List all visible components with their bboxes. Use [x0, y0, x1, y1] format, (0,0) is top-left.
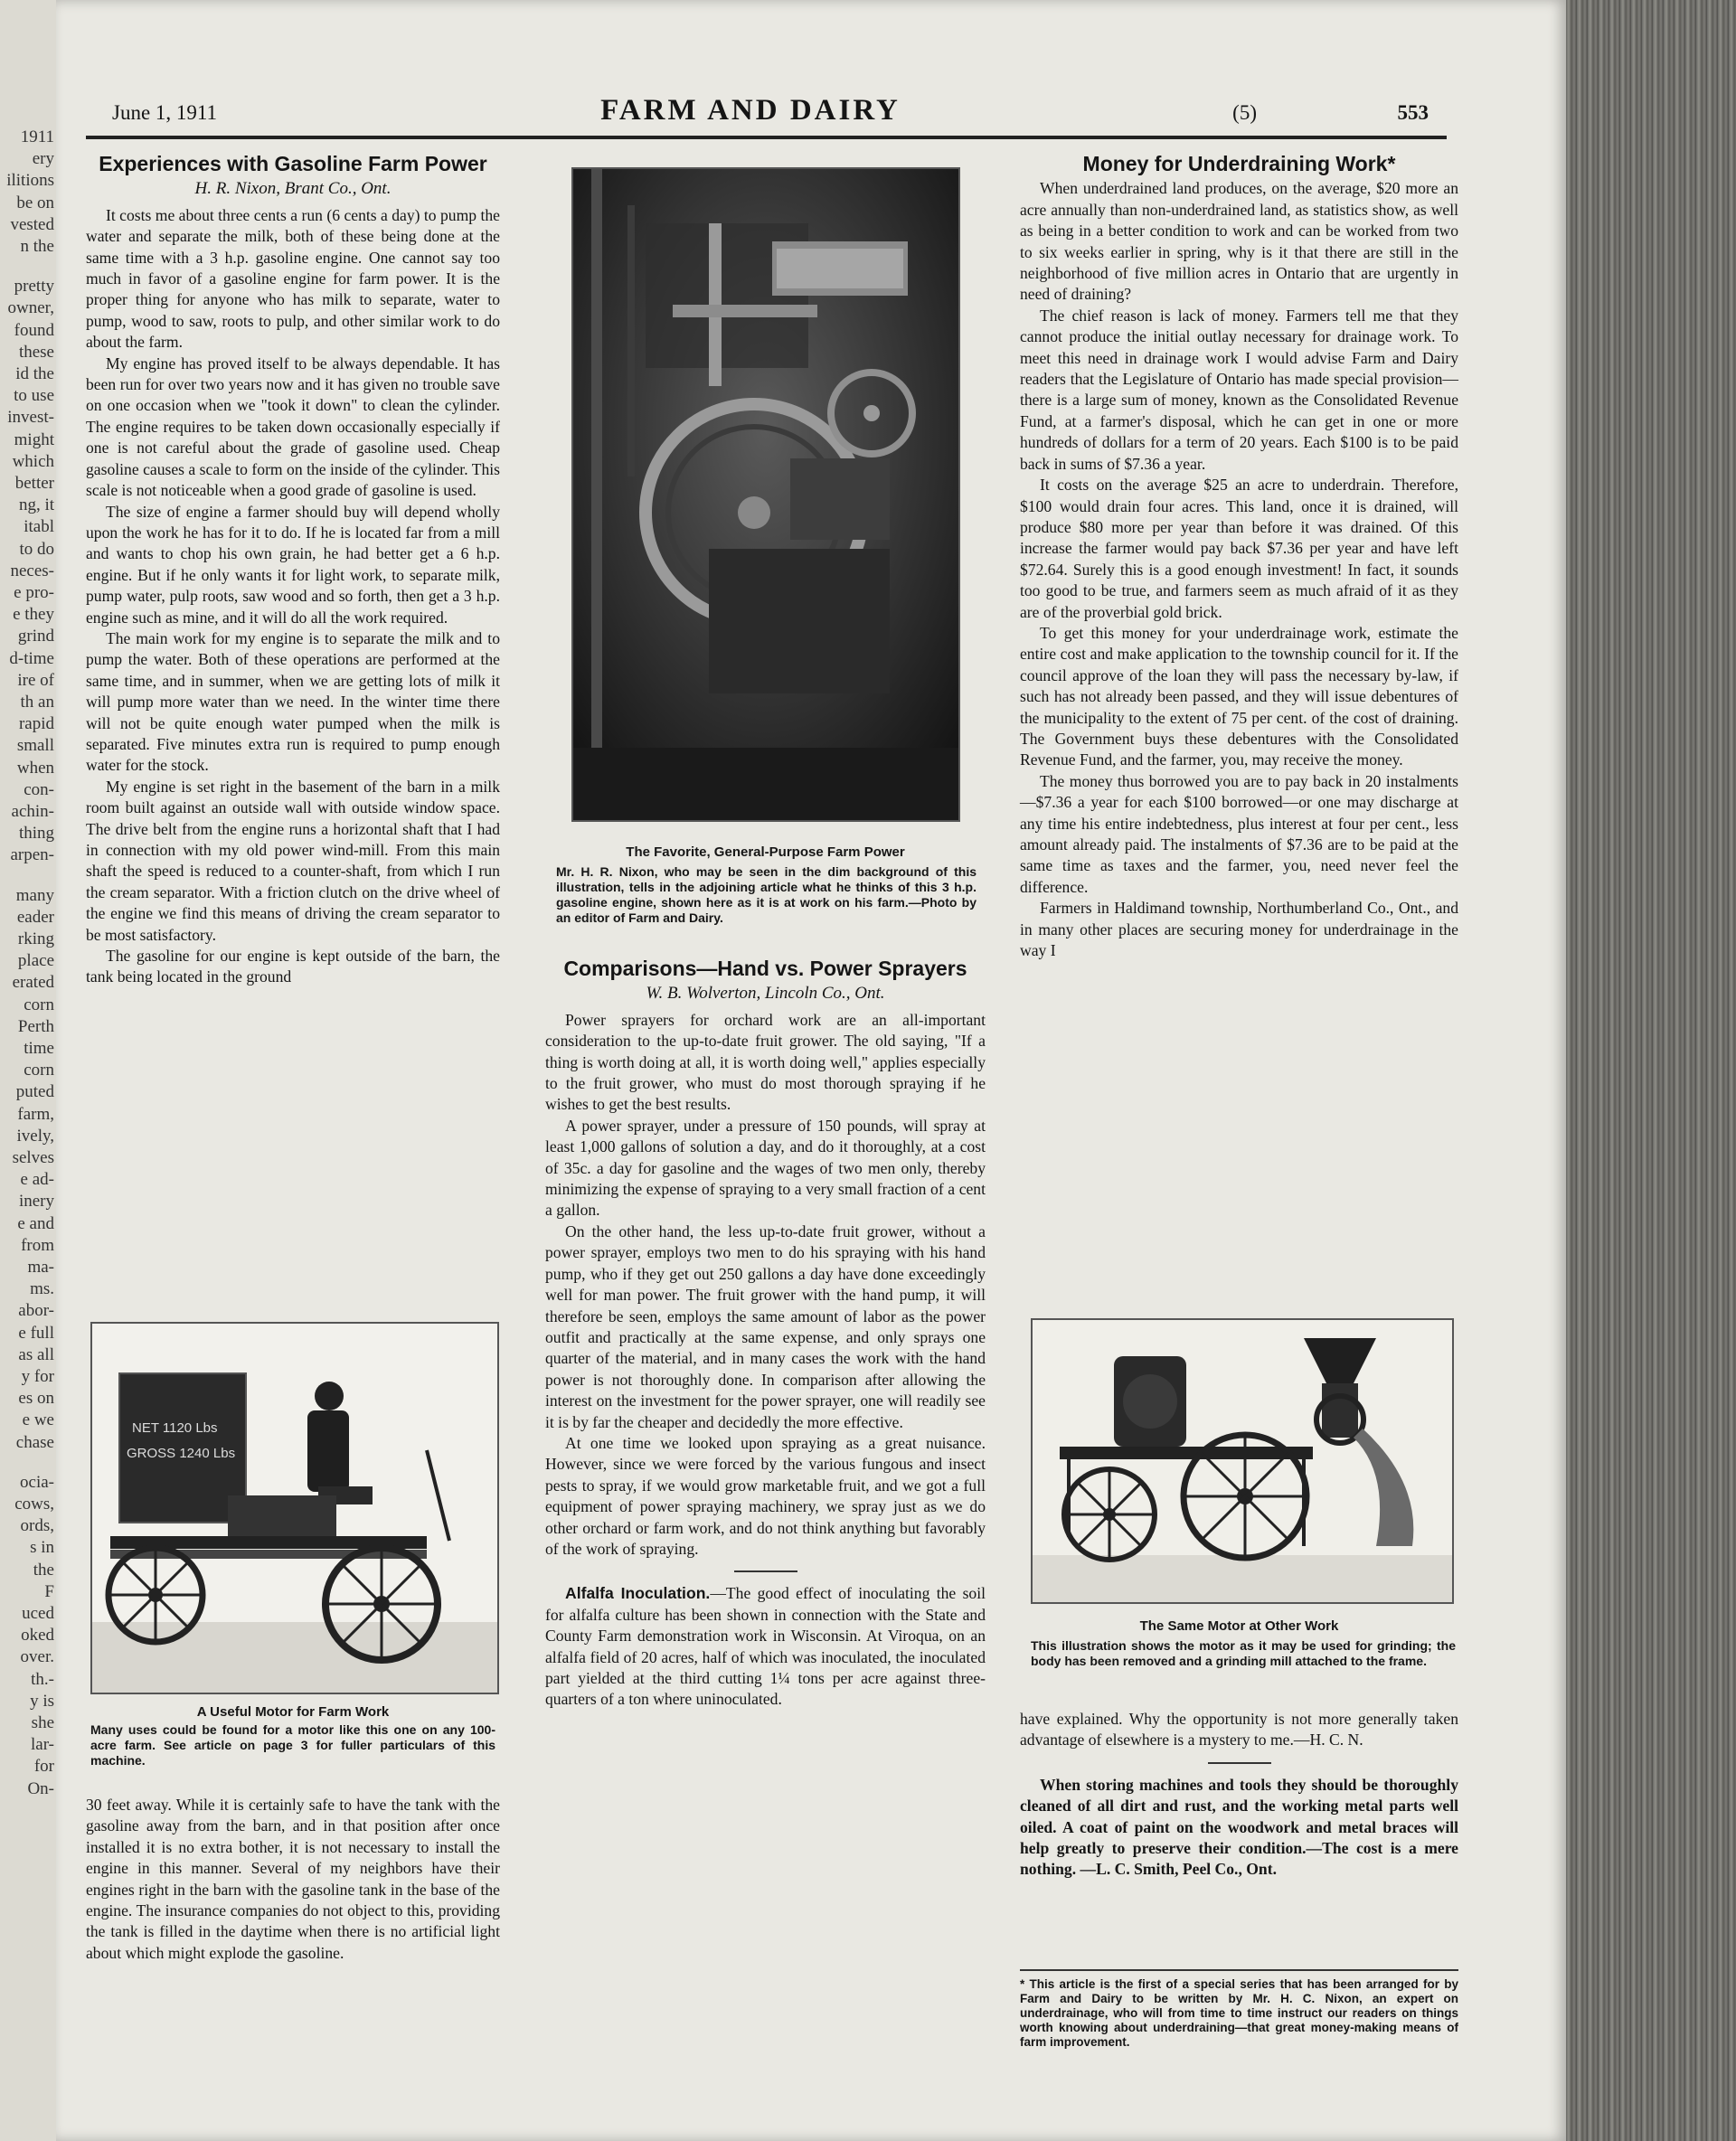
figure-title: A Useful Motor for Farm Work — [196, 1704, 390, 1720]
previous-page-fragment: id the — [15, 364, 54, 383]
previous-page-fragment: pretty — [14, 277, 54, 297]
previous-page-fragment: selves — [12, 1148, 54, 1167]
article-title: Experiences with Gasoline Farm Power — [99, 152, 487, 175]
previous-page-fragment: itabl — [24, 517, 54, 537]
previous-page-fragment: ms. — [30, 1279, 54, 1299]
previous-page-fragment: 1911 — [20, 127, 54, 146]
book-spine — [1566, 0, 1736, 2141]
article-gasoline-power — [86, 154, 500, 988]
header-rule — [86, 136, 1447, 139]
section-number: (5) — [1232, 101, 1257, 124]
previous-page-fragment: lar- — [31, 1735, 54, 1755]
paragraph: The size of engine a farmer should buy will depend wholly upon the work he has for it to do. If he is located far from a mill and wants to chop his own grain, he had better get a 6 h.p. engine. But if he only wants it for light work, to separate milk, pump water, pulp roots, saw wood and so forth, then get a 3 h.p. engine such as mine, and it will do all the work required. — [86, 502, 500, 627]
previous-page-fragment: farm, — [17, 1104, 54, 1124]
paragraph: Power sprayers for orchard work are an all-important consideration to the up-to-date fruit grower. The old saying, "If a thing is worth doing at all, it is worth doing well," applies especially to the fruit grower, who must do most thorough spraying if he wishes to get the best results. — [545, 1010, 986, 1114]
previous-page-fragment: for — [33, 1757, 54, 1777]
previous-page-fragment: con- — [24, 779, 54, 799]
note-lead: Alfalfa Inoculation. — [565, 1584, 711, 1603]
paragraph: A power sprayer, under a pressure of 150 pounds, will spray at least 1,000 gallons of solution a day, and do it thoroughly, at a cost of 35c. a day for gasoline and the wages of two men only, thereby minimizing the expense of spraying to a very small fraction of a cent a gallon. — [545, 1116, 986, 1220]
paragraph: The chief reason is lack of money. Farmers tell me that they cannot produce the initial outlay necessary for drainage work. To meet this need in drainage work I would advise Farm and Dairy readers that the Legislature of Ontario has made special provision—there is a large sum of money, known as the Consolidated Revenue Fund, at a farmer's disposal, which he can get in one or more hundreds of dollars for a term of 20 years. Each $100 is to be paid back in sums of $7.36 a year. — [1020, 306, 1458, 473]
previous-page-fragment: d-time — [9, 648, 54, 668]
figure-title: The Favorite, General-Purpose Farm Power — [626, 844, 905, 860]
paragraph: The money thus borrowed you are to pay back in 20 instalments—$7.36 a year for each $100 borrowed—or one may discharge at any time his entire indebtedness, plus interest at four per cent., less amount already paid. The instalments of $7.36 are to be paid at the same time as taxes and the farmer, you, need never feel the difference. — [1020, 771, 1458, 896]
previous-page-fragment: invest- — [7, 408, 54, 428]
previous-page-fragment: might — [14, 429, 54, 449]
previous-page-fragment: thing — [18, 824, 54, 844]
previous-page-fragment: achin- — [11, 802, 54, 821]
previous-page-fragment: erated — [12, 973, 54, 993]
previous-page-fragment: eader — [16, 907, 54, 927]
previous-page-fragment: ng, it — [18, 495, 54, 515]
paragraph: On the other hand, the less up-to-date fruit grower, without a power sprayer, employs two men to do his spraying with his hand pump, who if they get out 250 gallons a day have done exceedingly well for man power. The fruit grower with the hand pump, it will therefore be seen, employs the same amount of labor as the power outfit and practically at the same expense, and only sprays one quarter of the material, and in many cases the work with the hand power is not thoroughly done. In comparison after allowing the interest on the investment for the power sprayer, one will readily see it is by far the cheaper and decidedly the more effective. — [545, 1221, 986, 1431]
article-underdraining-continued — [1020, 1709, 1458, 1881]
footnote: * This article is the first of a special series that has been arranged for by Farm and Dairy to be written by Mr. H. C. Nixon, an expert on underdrainage, who will from time to time instruct our readers on things worth knowing about underdraining—that great money-making means of farm improvement. — [1020, 1977, 1458, 2049]
previous-page-fragment: n the — [20, 237, 54, 256]
previous-page-fragment: e full — [18, 1323, 54, 1343]
paragraph: It costs me about three cents a run (6 cents a day) to pump the water and separate the milk, both of these being done at the same time with a 3 h.p. gasoline engine. One cannot say too much in favor of a gasoline engine for farm power. It is the proper thing for anyone who has milk to separate, water to pump, wood to saw, roots to pulp, and other similar work to do about the farm. — [86, 205, 500, 352]
figure-caption: Mr. H. R. Nixon, who may be seen in the dim background of this illustration, tells in the adjoining article what he thinks of this 3 h.p. gasoline engine, shown here as it is at work on his farm.—Photo by an editor of Farm and Dairy. — [556, 864, 976, 925]
masthead-title: FARM AND DAIRY — [600, 94, 901, 127]
article-sprayers — [545, 958, 986, 1711]
previous-page-fragment: place — [17, 951, 54, 971]
previous-page-fragment: puted — [15, 1082, 54, 1102]
note-text: —The good effect of inoculating the soil for alfalfa culture has been shown in connection with the State and County Farm demonstration work in Wisconsin. At Viroqua, on an alfalfa field of 20 acres, half of which was inoculated, the inoculated part yielded at the third cutting 1¼ tons per acre against three-quarters of a ton where uninoculated. — [545, 1584, 986, 1709]
previous-page-fragment: ma- — [27, 1258, 54, 1277]
storing-note: When storing machines and tools they should be thoroughly cleaned of all dirt and rust, and the working metal parts well oiled. A coat of paint on the woodwork and metal braces will help greatly to preserve their condition.—The cost is a mere nothing. —L. C. Smith, Peel Co., Ont. — [1020, 1775, 1458, 1879]
previous-page-fragment: ords, — [20, 1516, 54, 1536]
previous-page-fragment: abor- — [18, 1301, 54, 1321]
previous-page-fragment: uced — [22, 1604, 54, 1623]
previous-page-fragment: over. — [20, 1647, 54, 1667]
previous-page-fragment: e ad- — [20, 1170, 54, 1190]
paragraph: 30 feet away. While it is certainly safe to have the tank with the gasoline away from the barn, and in that position after once installed it is no extra bother, it is not necessary to install the engine in this manner. Several of my neighbors have their engines right in the barn with the gasoline tank in the base of the engine. The insurance companies do not object to this, providing the tank is filled in the daytime when there is no artificial light about which might explode the gasoline. — [86, 1796, 500, 1962]
previous-page-fragment: cows, — [14, 1495, 54, 1514]
previous-page-fragment: found — [14, 320, 54, 340]
previous-page-fragment: e they — [13, 605, 54, 625]
paragraph: At one time we looked upon spraying as a great nuisance. However, since we were forced by the various fungous and insect pests to spray, if we would grow marketable fruit, and we got a full equipment of power spraying machinery, we spray just as we do other orchard or farm work, and do not think anything but favorably of the work of spraying. — [545, 1433, 986, 1558]
previous-page-fragment: to use — [14, 386, 54, 406]
previous-page-fragment: th.- — [31, 1669, 54, 1689]
paragraph: It costs on the average $25 an acre to underdrain. Therefore, $100 would drain four acres. This land, once it is drained, will produce $80 more per year than before it was drained. Of this increase the farmer would pay back $7.36 per year and have left $72.64. Surely this is a good enough investment! In fact, it sounds too good to be true, and farmers seem as much afraid of it as they are of the proverbial gold brick. — [1020, 476, 1458, 621]
previous-page-fragment: s in — [30, 1538, 54, 1558]
previous-page-fragment: from — [21, 1235, 54, 1255]
previous-page-fragment: On- — [27, 1778, 54, 1798]
paragraph: The main work for my engine is to separate the milk and to pump the water. Both of these operations are performed at the same time, and in summer, when we are getting lots of milk it will pump more water than we need. In the winter time there will not be quite enough water pumped when the milk is separated. Five minutes extra run is required to pump enough water for the stock. — [86, 628, 500, 775]
paragraph: My engine has proved itself to be always dependable. It has been run for over two years now and it has given no trouble save on one occasion when we "took it down" to clean the cylinder. The engine requires to be taken down occasionally especially if one is not careful about the grade of gasoline used. Cheap gasoline causes a scale to form on the inside of the cylinder. This scale is not noticeable when a good grade of gasoline is used. — [86, 354, 500, 500]
previous-page-fragment: th an — [20, 693, 54, 712]
previous-page-fragment: corn — [24, 1061, 54, 1080]
paragraph: When underdrained land produces, on the average, $20 more an acre annually than non-underdrained land, as statistics show, as well as being in a better condition to work and can be worked from two to six weeks earlier in spring, why is it that there are still in the neighborhood of five million acres in Ontario that are urgently in need of draining? — [1020, 179, 1458, 304]
article-title: Comparisons—Hand vs. Power Sprayers — [563, 957, 967, 980]
tank-label-net: NET 1120 Lbs — [132, 1420, 218, 1436]
paragraph: Farmers in Haldimand township, Northumberland Co., Ont., and in many other places are securing money for underdrainage in the way I — [1020, 899, 1458, 960]
previous-page-fragment: to do — [19, 539, 54, 559]
previous-page-fragment: she — [31, 1713, 54, 1732]
article-byline: H. R. Nixon, Brant Co., Ont. — [194, 179, 392, 199]
alfalfa-note — [545, 1583, 986, 1710]
previous-page-fragment: these — [18, 342, 54, 362]
previous-page-edge — [0, 0, 56, 2141]
previous-page-fragment: be on — [16, 193, 54, 212]
paragraph: have explained. Why the opportunity is not more generally taken advantage of elsewhere is a mystery to me.—H. C. N. — [1020, 1710, 1458, 1750]
photo-grinding-mill — [1031, 1318, 1454, 1604]
previous-page-fragment: ively, — [16, 1126, 54, 1146]
previous-page-fragment: y is — [30, 1691, 54, 1711]
photo-engine — [571, 167, 960, 822]
previous-page-fragment: e pro- — [14, 583, 54, 602]
footnote-rule — [1020, 1969, 1458, 1971]
article-underdraining — [1020, 154, 1458, 961]
previous-page-fragment: neces- — [10, 561, 54, 580]
figure-caption: Many uses could be found for a motor like this one on any 100-acre farm. See article on page 3 for fuller particulars of this machine. — [90, 1722, 495, 1768]
paragraph: The gasoline for our engine is kept outside of the barn, the tank being located in the ground — [86, 947, 500, 986]
previous-page-fragment: ire of — [17, 670, 54, 690]
previous-page-fragment: time — [24, 1039, 54, 1058]
previous-page-fragment: e and — [17, 1213, 54, 1233]
previous-page-fragment: ocia- — [20, 1472, 54, 1492]
previous-page-fragment: F — [44, 1581, 54, 1601]
separator — [1208, 1762, 1271, 1764]
previous-page-fragment: many — [15, 885, 54, 905]
previous-page-fragment: ilitions — [6, 171, 54, 191]
previous-page-fragment: chase — [15, 1432, 54, 1452]
previous-page-fragment: better — [14, 474, 54, 493]
paragraph: To get this money for your underdrainage work, estimate the entire cost and make application to the township council for it. If the council approve of the loan they will pass the necessary by-law, if such has not already been passed, and they will issue debentures of the municipality to the extent of 75 per cent. of the cost of draining. The Government buys these debentures with the Consolidated Revenue Fund, and the farmer, you, may receive the money. — [1020, 623, 1458, 769]
previous-page-fragment: as all — [18, 1344, 54, 1364]
photo-motor-truck — [90, 1322, 499, 1694]
previous-page-fragment: inery — [18, 1192, 54, 1212]
page-number: 553 — [1397, 101, 1429, 124]
page-header — [54, 94, 1447, 130]
issue-date: June 1, 1911 — [112, 101, 218, 124]
previous-page-fragment: Perth — [17, 1016, 54, 1036]
separator — [734, 1570, 797, 1572]
previous-page-fragment: rking — [17, 929, 54, 948]
previous-page-fragment: corn — [24, 995, 54, 1014]
figure-title: The Same Motor at Other Work — [1139, 1618, 1339, 1634]
article-byline: W. B. Wolverton, Lincoln Co., Ont. — [646, 984, 885, 1004]
previous-page-fragment: rapid — [18, 714, 54, 734]
tank-label-gross: GROSS 1240 Lbs — [127, 1446, 236, 1461]
figure-caption: This illustration shows the motor as it may be used for grinding; the body has been removed and a grinding mill attached to the frame. — [1031, 1638, 1456, 1668]
article-title: Money for Underdraining Work* — [1082, 152, 1396, 175]
previous-page-fragment: grind — [17, 627, 54, 646]
previous-page-fragment: which — [12, 451, 54, 471]
previous-page-fragment: owner, — [7, 298, 54, 318]
previous-page-fragment: y for — [21, 1367, 54, 1386]
previous-page-fragment: when — [16, 758, 54, 778]
article-gasoline-power-continued — [86, 1795, 500, 1964]
previous-page-fragment: oked — [21, 1626, 54, 1646]
previous-page-fragment: the — [33, 1560, 54, 1580]
previous-page-fragment: vested — [10, 214, 54, 234]
previous-page-fragment: e we — [22, 1410, 54, 1430]
previous-page-fragment: es on — [18, 1389, 54, 1409]
previous-page-fragment: small — [16, 736, 54, 756]
paragraph: My engine is set right in the basement of the barn in a milk room built against an outside wall with outside window space. The drive belt from the engine runs a horizontal shaft that I had in connection with my old power wind-mill. From this main shaft the speed is reduced to a counter-shaft, from which I run the cream separator. With a friction clutch on the drive wheel of the engine we find this means of driving the cream separator to be most satisfactory. — [86, 777, 500, 944]
previous-page-fragment: ery — [32, 149, 54, 169]
previous-page-fragment: arpen- — [10, 845, 54, 865]
